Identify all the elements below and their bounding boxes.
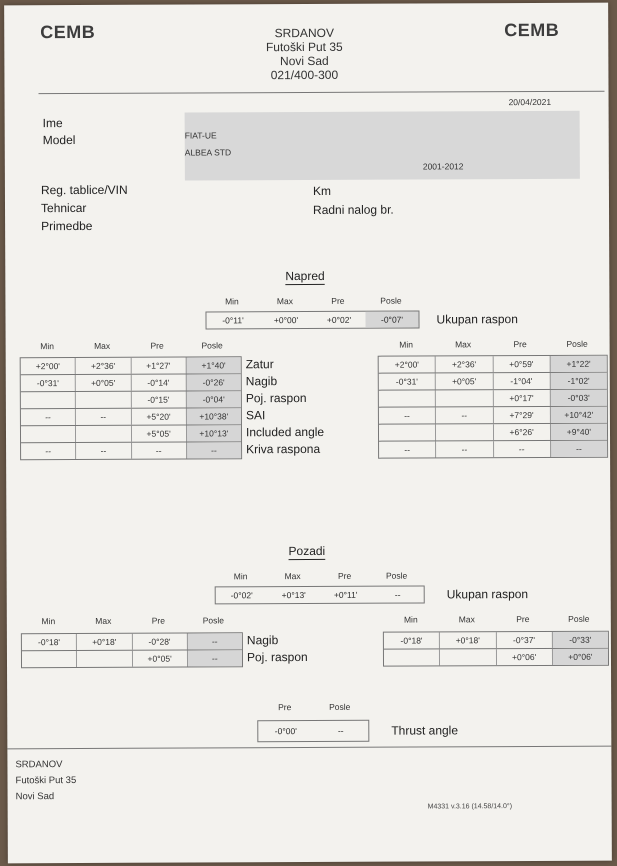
footer-street: Futoški Put 35 [15, 775, 77, 787]
thrust-pre: -0°00' [274, 726, 297, 737]
table-row [21, 441, 241, 459]
report-date: 20/04/2021 [508, 96, 552, 108]
table-row [379, 423, 607, 441]
table-cell: -- [550, 441, 607, 457]
col-max: Max [284, 571, 301, 582]
rear-left-columns [21, 615, 241, 626]
company-city: Novi Sad [279, 53, 329, 69]
rear-total-min: -0°02' [230, 590, 253, 601]
company-address: Futoški Put 35 [265, 39, 343, 55]
table-cell [21, 426, 75, 442]
col-posle: Posle [566, 338, 588, 349]
rear-right-columns [383, 614, 607, 625]
table-cell: +0°18' [76, 634, 131, 650]
rear-row-labels [247, 632, 308, 666]
front-title: Napred [285, 268, 325, 284]
table-cell: -- [45, 412, 51, 423]
col-max: Max [455, 339, 472, 350]
table-cell: -1°02' [549, 373, 606, 389]
rear-total-pre: +0°11' [333, 589, 358, 600]
table-cell: +9°40' [550, 424, 607, 440]
col-pre: Pre [337, 570, 352, 581]
table-row [379, 372, 607, 390]
col-min: Min [225, 296, 239, 307]
table-cell [75, 426, 130, 442]
company-phone: 021/400-300 [270, 67, 339, 83]
reg-label: Reg. tablice/VIN [40, 182, 128, 198]
table-cell: -- [187, 650, 242, 666]
row-label: Nagib [246, 633, 279, 648]
front-total-posle: -0°07' [365, 312, 418, 328]
front-total-max: +0°00' [273, 315, 299, 326]
col-pre: Pre [513, 339, 527, 350]
table-cell: +0°59' [492, 356, 549, 372]
table-cell: -- [435, 441, 492, 457]
front-right-table [378, 355, 608, 459]
footer-city: Novi Sad [15, 791, 55, 803]
table-cell: -- [435, 407, 492, 423]
table-cell: -- [187, 633, 242, 649]
table-row [379, 406, 607, 424]
table-cell: +0°17' [492, 390, 549, 406]
row-label: Kriva raspona [246, 441, 321, 457]
table-cell: +0°05' [75, 375, 130, 391]
table-cell: -0°33' [552, 632, 608, 648]
table-cell: -- [75, 409, 130, 425]
front-total-min: -0°11' [222, 315, 244, 326]
table-row [379, 356, 607, 373]
table-row [22, 633, 242, 650]
col-min: Min [40, 341, 54, 352]
table-cell: -0°18' [400, 635, 423, 646]
row-label: Poj. raspon [245, 391, 307, 406]
rear-total-label: Ukupan raspon [446, 587, 529, 602]
table-cell: -0°14' [130, 375, 185, 391]
col-pre: Pre [331, 295, 345, 306]
vehicle-years: 2001-2012 [422, 161, 464, 172]
table-cell: +1°22' [549, 356, 606, 372]
table-cell [435, 390, 492, 406]
col-pre: Pre [278, 702, 292, 713]
radni-nalog-label: Radni nalog br. [312, 202, 394, 217]
table-cell: -0°28' [131, 634, 186, 650]
table-cell: -- [75, 443, 130, 459]
table-cell: +2°00' [394, 359, 419, 370]
table-cell: +0°06' [495, 649, 551, 665]
table-row [21, 424, 241, 442]
table-cell [439, 649, 495, 665]
table-cell [76, 651, 131, 667]
table-cell: -- [493, 441, 550, 457]
table-cell [379, 424, 435, 440]
front-left-columns [20, 340, 240, 351]
table-cell: -- [404, 444, 411, 455]
table-cell: +7°29' [492, 407, 549, 423]
footer-company: SRDANOV [15, 759, 63, 771]
front-total-box [205, 311, 419, 330]
row-label: SAI [245, 408, 266, 423]
rear-total-posle: -- [394, 589, 401, 600]
table-row [22, 649, 242, 667]
rear-total-max: +0°13' [281, 590, 306, 601]
table-cell: +1°27' [130, 358, 185, 374]
km-label: Km [312, 183, 331, 198]
col-min: Min [399, 339, 413, 350]
col-pre: Pre [516, 614, 530, 625]
table-row [379, 440, 607, 458]
table-cell: -0°26' [185, 374, 240, 390]
table-cell: +2°36' [75, 358, 130, 374]
table-cell: -0°31' [395, 376, 418, 387]
table-row [21, 390, 241, 408]
col-pre: Pre [151, 615, 165, 626]
table-cell: +5°05' [130, 426, 185, 442]
rear-total-box [215, 585, 425, 604]
header-divider [39, 91, 605, 94]
col-pre: Pre [150, 340, 164, 351]
row-label: Included angle [245, 424, 325, 440]
row-label: Nagib [245, 374, 278, 389]
table-cell [435, 424, 492, 440]
table-row [21, 357, 241, 374]
col-posle: Posle [202, 615, 224, 626]
front-row-labels [246, 356, 325, 458]
table-cell: +10°42' [550, 407, 607, 423]
rear-right-table [383, 631, 609, 667]
table-cell: -- [131, 443, 186, 459]
table-cell: -0°03' [550, 390, 607, 406]
table-cell: -0°31' [36, 378, 59, 389]
col-max: Max [276, 296, 293, 307]
col-min: Min [233, 571, 248, 582]
table-cell: +1°40' [185, 357, 240, 373]
col-max: Max [95, 615, 112, 626]
front-total-pre: +0°02' [326, 314, 352, 325]
table-cell: +0°05' [131, 651, 186, 667]
front-total-columns [205, 296, 417, 307]
table-cell: +10°13' [186, 425, 241, 441]
primedbe-label: Primedbe [41, 218, 93, 234]
table-cell [75, 392, 130, 408]
cemb-logo-right: CEMB [504, 19, 560, 41]
col-max: Max [458, 614, 475, 625]
table-cell: +6°26' [492, 424, 549, 440]
rear-left-table [21, 632, 243, 668]
table-cell: -0°04' [186, 391, 241, 407]
table-cell [22, 651, 76, 667]
table-cell: +0°18' [439, 632, 495, 648]
table-cell: +2°00' [35, 361, 60, 372]
cemb-logo-left: CEMB [40, 21, 96, 43]
table-row [21, 407, 241, 425]
table-cell: -0°18' [37, 637, 61, 648]
col-min: Min [403, 614, 418, 625]
table-cell [21, 392, 75, 408]
row-label: Poj. raspon [246, 650, 308, 665]
col-min: Min [41, 616, 56, 627]
table-cell: -1°04' [492, 373, 549, 389]
table-cell: -0°15' [130, 392, 185, 408]
col-posle: Posle [329, 701, 351, 712]
table-cell: +2°36' [435, 356, 492, 372]
table-cell: +5°20' [130, 409, 185, 425]
table-row [384, 632, 608, 649]
table-cell: -- [186, 442, 241, 458]
table-cell [384, 649, 439, 665]
col-max: Max [94, 340, 111, 351]
table-cell: -- [45, 446, 52, 457]
vehicle-model: ALBEA STD [184, 147, 232, 158]
table-cell: +0°06' [552, 649, 608, 665]
ime-label: Ime [42, 116, 63, 131]
rear-total-columns [215, 571, 423, 582]
thrust-box [257, 720, 369, 742]
company-header [204, 26, 404, 83]
table-cell [379, 390, 435, 406]
front-total-label: Ukupan raspon [436, 312, 518, 327]
software-version: M4331 v.3.16 (14.58/14.0°) [427, 803, 513, 811]
front-left-table [20, 356, 242, 460]
table-row [21, 373, 241, 391]
rear-title: Pozadi [288, 543, 326, 559]
table-cell: -- [404, 410, 410, 421]
footer-divider [7, 746, 611, 750]
row-label: Zatur [245, 357, 274, 372]
model-label: Model [42, 133, 76, 148]
col-posle: Posle [568, 613, 590, 624]
footer-address [15, 757, 76, 805]
table-row [379, 389, 607, 407]
col-posle: Posle [380, 295, 402, 306]
col-posle: Posle [201, 340, 223, 351]
table-cell: +0°05' [435, 373, 492, 389]
vehicle-info-box [185, 111, 580, 181]
thrust-posle: -- [337, 725, 344, 736]
thrust-columns [257, 702, 367, 712]
table-row [384, 648, 608, 666]
front-right-columns [378, 339, 606, 350]
table-cell: +10°38' [186, 408, 241, 424]
tehnicar-label: Tehnicar [40, 200, 87, 216]
col-posle: Posle [385, 570, 408, 581]
printed-report [4, 3, 612, 864]
vehicle-make: FIAT-UE [184, 130, 217, 141]
company-name: SRDANOV [274, 25, 334, 41]
thrust-label: Thrust angle [391, 723, 459, 738]
table-cell: -0°37' [495, 632, 551, 648]
